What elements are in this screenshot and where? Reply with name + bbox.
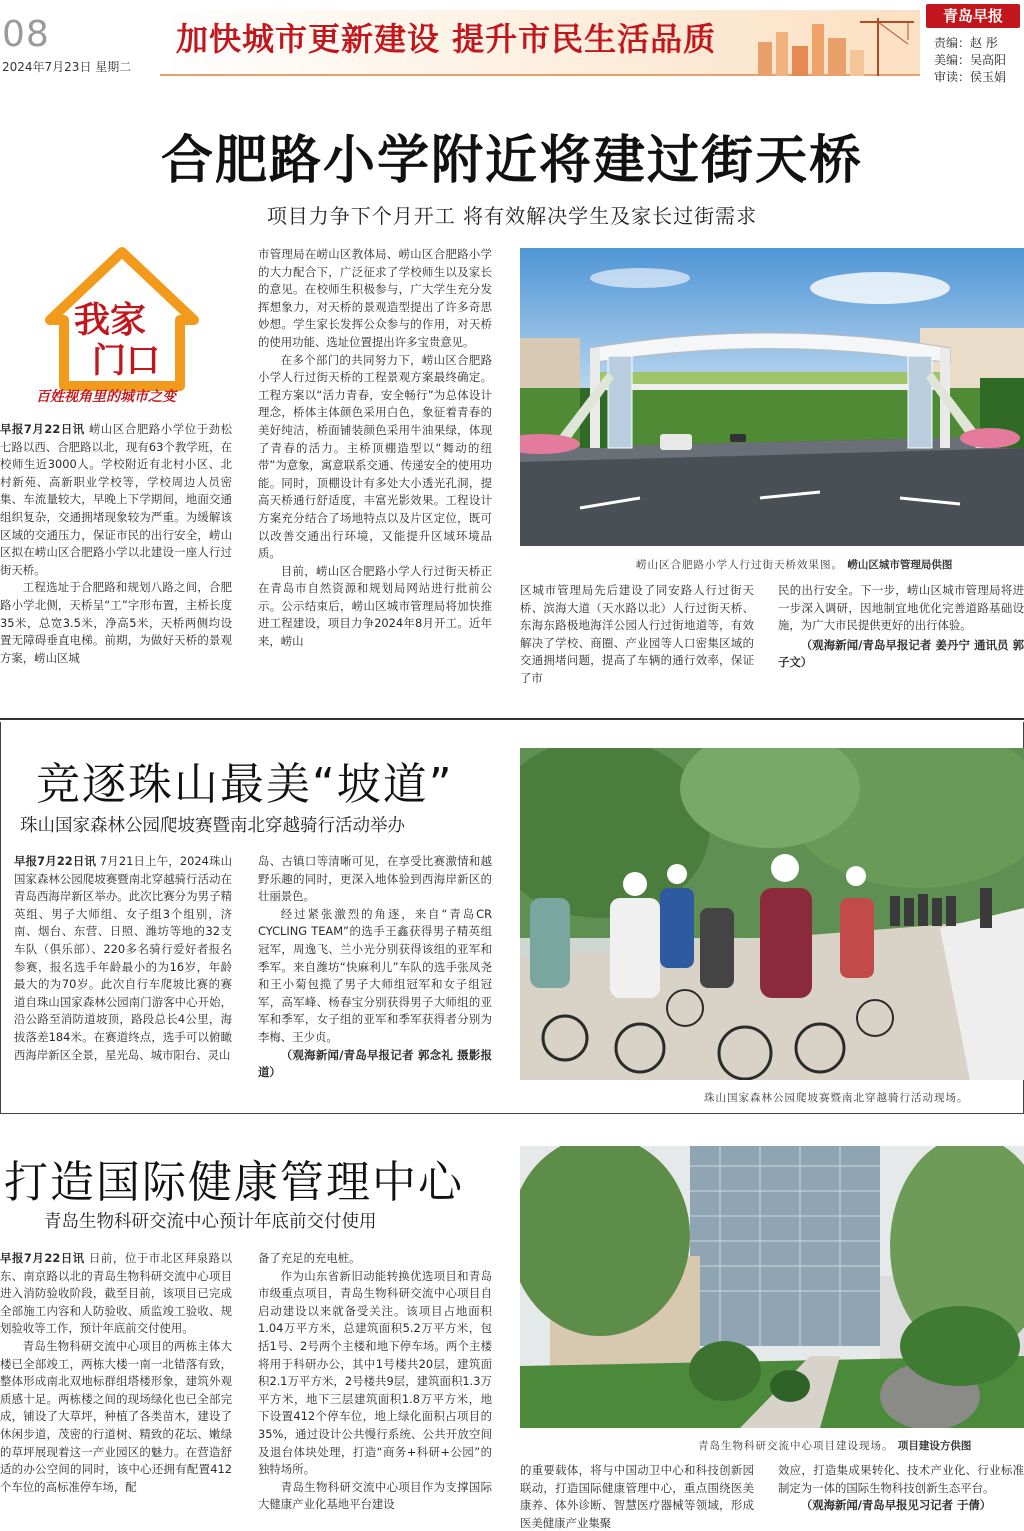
column-logo-text-b: 门口 xyxy=(92,341,160,381)
section-divider xyxy=(0,718,1024,720)
column-slogan: 百姓视角里的城市之变 xyxy=(36,389,176,405)
article3-column-2 xyxy=(258,1250,492,1514)
article3-photo-caption-line xyxy=(698,1438,971,1453)
article2-column-1 xyxy=(14,853,232,1064)
article1-dateline: 早报7月22日讯 xyxy=(0,422,85,436)
article2-paragraph: 经过紧张激烈的角逐，来自“青岛CR CYCLING TEAM”的选手王鑫获得男子精英组冠军，周逸飞、兰小光分别获得该组的亚军和季军。来自潍坊“快麻利儿”车队的选手张凤尧和王小菊包揽了男子大师组冠军和女子组冠军，高军峰、杨春宝分别获得男子大师组的亚军和季军，女子组的亚军和季军获得者分别为李梅、王少贞。 xyxy=(258,906,492,1044)
article2-dateline: 早报7月22日讯 xyxy=(14,854,97,868)
column-logo-house-icon xyxy=(30,238,220,410)
credit-reviewer: 审读：侯玉娟 xyxy=(934,70,1007,84)
article3-paragraph: 作为山东省新旧动能转换优选项目和青岛市级重点项目，青岛生物科研交流中心项目自启动建设以来就备受关注。该项目占地面积1.04万平方米，总建筑面积5.2万平方米，包括1号、2号两个主楼和地下停车场。两个主楼将用于科研办公，其中1号楼共20层，建筑面积2.1万平方米，2号楼共9层，建筑面积1.3万平方米，地下三层建筑面积1.8万平方米，地下设置412个停车位，地上绿化面积占项目的35%，通过设计公共慢行系统、公共开放空间及退台体块处理，打造“商务+科研+公园”的独特场所。 xyxy=(258,1268,492,1477)
article1-photo-caption: 崂山区合肥路小学人行过街天桥效果图。 xyxy=(636,559,843,571)
article2-headline: 竞逐珠山最美“坡道” xyxy=(36,759,454,810)
article1-headline: 合肥路小学附近将建过街天桥 xyxy=(160,131,863,191)
article3-headline: 打造国际健康管理中心 xyxy=(4,1157,464,1208)
article3-column-4 xyxy=(778,1462,1024,1515)
article2-column-2 xyxy=(258,853,492,1082)
article2-photo-caption: 珠山国家森林公园爬坡赛暨南北穿越骑行活动现场。 xyxy=(704,1092,969,1104)
cycling-race-photo xyxy=(520,748,1024,1080)
article1-paragraph: 民的出行安全。下一步，崂山区城市管理局将进一步深入调研，因地制宜地优化完善道路基础设施，为广大市民提供更好的出行体验。 xyxy=(778,583,1024,633)
article1-photo-caption-line xyxy=(636,557,952,572)
article3-paragraph: 日前，位于市北区拜泉路以东、南京路以北的青岛生物科研交流中心项目进入消防验收阶段，截至目前，该项目已完成全部施工内容和人防验收、质监竣工验收、规划验收等工作，预计年底前交付使用。 xyxy=(0,1251,232,1336)
article1-byline: （观海新闻/青岛早报记者 姜丹宁 通讯员 郭子文） xyxy=(778,637,1024,670)
article1-column-4 xyxy=(778,582,1024,672)
article3-byline: （观海新闻/青岛早报见习记者 于倩） xyxy=(800,1498,992,1513)
research-center-photo xyxy=(520,1146,1024,1428)
article3-paragraph: 效应，打造集成果转化、技术产业化、行业标准制定为一体的国际生物科技创新生态平台。 xyxy=(778,1463,1024,1495)
article3-column-1 xyxy=(0,1250,232,1496)
article1-paragraph: 工程选址于合肥路和规划八路之间，合肥路小学北侧，天桥呈“工”字形布置，主桥长度35米，总宽3.5米，净高5米，天桥两侧均设置无障碍垂直电梯。前期，为做好天桥的景观方案，崂山区城 xyxy=(0,580,232,665)
article3-column-3 xyxy=(520,1462,754,1531)
bridge-rendering-photo xyxy=(520,248,1024,546)
article1-paragraph: 市管理局在崂山区教体局、崂山区合肥路小学的大力配合下，广泛征求了学校师生以及家长的意见。在校师生积极参与，广大学生充分发挥想象力，对天桥的景观造型提出了许多奇思妙想。学生家长发挥公众参与的作用，对天桥的使用功能、选址位置提出许多宝贵意见。 xyxy=(258,247,492,349)
article3-photo-caption: 青岛生物科研交流中心项目建设现场。 xyxy=(698,1440,894,1452)
credit-designer: 美编：吴高阳 xyxy=(934,53,1007,67)
column-logo-text-a: 我家 xyxy=(74,300,147,341)
issue-date: 2024年7月23日 星期二 xyxy=(2,60,132,74)
credit-editor: 责编：赵 彤 xyxy=(934,36,998,50)
article3-dateline: 早报7月22日讯 xyxy=(0,1251,85,1265)
article3-photo-credit: 项目建设方供图 xyxy=(897,1440,972,1452)
article3-paragraph: 青岛生物科研交流中心项目作为支撑国际大健康产业化基地平台建设 xyxy=(258,1479,492,1512)
article1-subheadline: 项目力争下个月开工 将有效解决学生及家长过街需求 xyxy=(266,204,758,228)
newspaper-logo: 青岛早报 xyxy=(926,4,1020,28)
article3-subheadline: 青岛生物科研交流中心预计年底前交付使用 xyxy=(44,1212,377,1232)
article3-paragraph: 备了充足的充电桩。 xyxy=(258,1251,361,1265)
article3-paragraph: 青岛生物科研交流中心项目的两栋主体大楼已全部竣工，两栋大楼一南一北错落有致，整体形成南北双地标群组塔楼形象，建筑外观质感十足。两栋楼之间的现场绿化也已全部完成，铺设了大草坪，种植了各类苗木，建设了休闲步道，茂密的行道树、精致的花坛、嫩绿的草坪展现着这一产业园区的魅力。在营造舒适的办公空间的同时，该中心还拥有配置412个车位的高标准停车场，配 xyxy=(0,1338,232,1494)
article1-column-1 xyxy=(0,421,232,667)
article2-subheadline: 珠山国家森林公园爬坡赛暨南北穿越骑行活动举办 xyxy=(20,816,405,836)
city-skyline-icon xyxy=(748,14,918,76)
article1-paragraph: 崂山区合肥路小学位于劲松七路以西、合肥路以北，现有63个教学班，在校师生近3000人。学校附近有北村小区、北村新苑、高新职业学校等，学校周边人员密集、车流量较大，早晚上下学期间，地面交通组织复杂，交通拥堵现象较为严重。为缓解该区域的交通压力，保证市民的出行安全，崂山区拟在崂山区合肥路小学以北建设一座人行过街天桥。 xyxy=(0,422,232,577)
article2-paragraph: 7月21日上午，2024珠山国家森林公园爬坡赛暨南北穿越骑行活动在青岛西海岸新区举办。此次比赛分为男子精英组、男子大师组、女子组3个组别，济南、烟台、东营、日照、潍坊等地的32支车队（俱乐部）、220多名骑行爱好者报名参赛，报名选手年龄最小的为16岁，年龄最大的为70岁。此次自行车爬坡比赛的赛道自珠山国家森林公园南门游客中心开始，沿公路至消防道坡顶，路段总长4公里，海拔落差184米。在赛道终点，选手可以俯瞰西海岸新区全景，星光岛、城市阳台、灵山 xyxy=(14,854,232,1062)
article1-column-2 xyxy=(258,246,492,651)
article3-paragraph: 的重要载体，将与中国动卫中心和科技创新园联动，打造国际健康管理中心，重点围绕医美康养、体外诊断、智慧医疗器械等领域，形成医美健康产业集聚 xyxy=(520,1463,754,1530)
article2-byline: （观海新闻/青岛早报记者 郭念礼 摄影报道） xyxy=(258,1047,492,1080)
banner-title: 加快城市更新建设 提升市民生活品质 xyxy=(176,20,717,58)
article1-paragraph: 目前，崂山区合肥路小学人行过街天桥正在青岛市自然资源和规划局网站进行批前公示。公示结束后，崂山区城市管理局将加快推进工程建设，项目力争2024年8月开工。近年来，崂山 xyxy=(258,563,492,649)
article2-paragraph: 岛、古镇口等清晰可见，在享受比赛激情和越野乐趣的同时，更深入地体验到西海岸新区的壮丽景色。 xyxy=(258,854,492,904)
article1-photo-credit: 崂山区城市管理局供图 xyxy=(847,559,953,571)
article1-paragraph: 在多个部门的共同努力下，崂山区合肥路小学人行过街天桥的工程景观方案最终确定。工程方案以“活力青春，安全畅行”为总体设计理念，桥体主体颜色采用白色，象征着青春的美好纯洁，桥面铺装颜色采用牛油果绿，体现了青春的活力。主桥顶棚造型以“舞动的纽带”为意象，寓意联系交通、传递安全的使用功能。同时，顶棚设计有多处大小透光孔洞，提高天桥通行舒适度，丰富光影效果。工程设计方案充分结合了场地特点以及片区定位，既可以改善交通出行环境，又能提升区域环境品质。 xyxy=(258,352,492,561)
page-number: 08 xyxy=(2,14,50,55)
article1-column-3 xyxy=(520,582,754,688)
article1-paragraph: 区城市管理局先后建设了同安路人行过街天桥、滨海大道（天水路以北）人行过街天桥、东海东路极地海洋公园人行过街地道等，有效解决了学校、商圈、产业园等人口密集区域的交通拥堵问题，提高了车辆的通行效率，保证了市 xyxy=(520,583,754,685)
